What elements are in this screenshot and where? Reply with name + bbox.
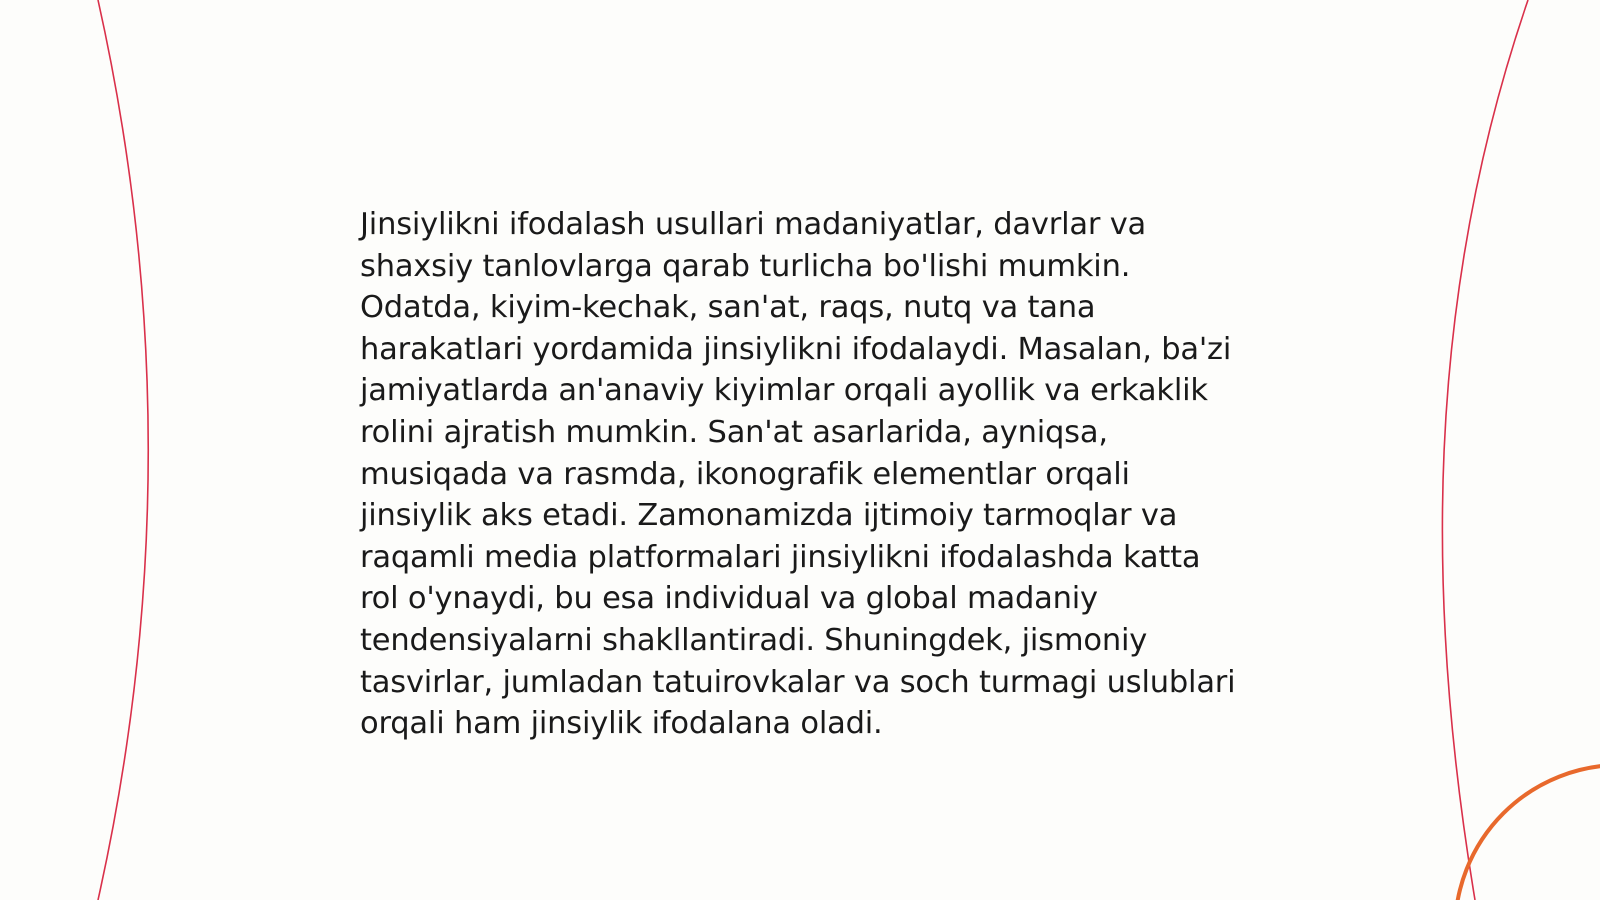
right-arc-line xyxy=(1442,0,1528,900)
left-arc-line xyxy=(98,0,148,900)
body-paragraph: Jinsiylikni ifodalash usullari madaniyatlar, davrlar va shaxsiy tanlovlarga qarab turlicha bo'lishi mumkin. Odatda, kiyim-kechak, san'at, raqs, nutq va tana harakatlari yordamida jinsiylikni ifodalaydi. Masalan, ba'zi jamiyatlarda an'anaviy kiyimlar orqali ayollik va erkaklik rolini ajratish mumkin. San'at asarlarida, ayniqsa, musiqada va rasmda, ikonografik elementlar orqali jinsiylik aks etadi. Zamonamizda ijtimoiy tarmoqlar va raqamli media platformalari jinsiylikni ifodalashda katta rol o'ynaydi, bu esa individual va global madaniy tendensiyalarni shakllantiradi. Shuningdek, jismoniy tasvirlar, jumladan tatuirovkalar va soch turmagi uslublari orqali ham jinsiylik ifodalana oladi. xyxy=(360,207,1236,742)
orange-accent-arc xyxy=(1455,765,1600,900)
